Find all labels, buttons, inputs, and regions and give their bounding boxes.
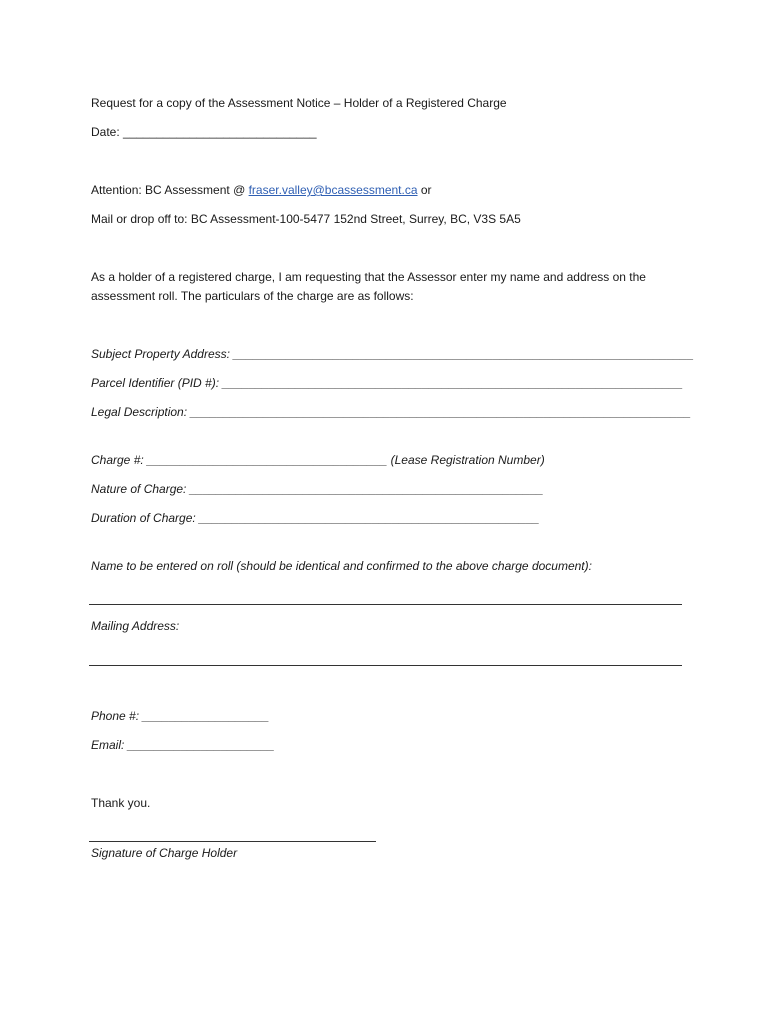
intro-line-1: As a holder of a registered charge, I am requesting that the Assessor enter my name and address on the [91, 270, 646, 284]
nature-of-charge-field[interactable]: Nature of Charge: _____________________________________________________ [91, 482, 544, 496]
closing-text: Thank you. [91, 796, 151, 810]
date-field[interactable]: Date: _____________________________ [91, 125, 317, 139]
signature-line[interactable] [89, 841, 376, 842]
name-on-roll-label: Name to be entered on roll (should be identical and confirmed to the above charge document): [91, 559, 592, 573]
name-on-roll-line[interactable] [89, 604, 682, 605]
email-field[interactable]: Email: ______________________ [91, 738, 275, 752]
subject-property-address-field[interactable]: Subject Property Address: _____________________________________________________________________ [91, 347, 694, 361]
intro-line-2: assessment roll. The particulars of the charge are as follows: [91, 289, 414, 303]
attention-suffix: or [417, 183, 432, 197]
attention-line [91, 182, 432, 198]
attention-prefix: Attention: BC Assessment @ [91, 183, 249, 197]
phone-field[interactable]: Phone #: ___________________ [91, 709, 270, 723]
mailing-address-label: Mailing Address: [91, 619, 180, 633]
legal-description-field[interactable]: Legal Description: ___________________________________________________________________________ [91, 405, 691, 419]
charge-number-field[interactable]: Charge #: ____________________________________ (Lease Registration Number) [91, 453, 545, 467]
parcel-identifier-field[interactable]: Parcel Identifier (PID #): _____________________________________________________________________ [91, 376, 683, 390]
mailing-address-line[interactable] [89, 665, 682, 666]
mail-address-line: Mail or drop off to: BC Assessment-100-5477 152nd Street, Surrey, BC, V3S 5A5 [91, 212, 521, 226]
signature-label: Signature of Charge Holder [91, 846, 238, 860]
duration-of-charge-field[interactable]: Duration of Charge: ___________________________________________________ [91, 511, 540, 525]
form-title: Request for a copy of the Assessment Notice – Holder of a Registered Charge [91, 96, 507, 110]
email-link[interactable]: fraser.valley@bcassessment.ca [248, 183, 418, 197]
